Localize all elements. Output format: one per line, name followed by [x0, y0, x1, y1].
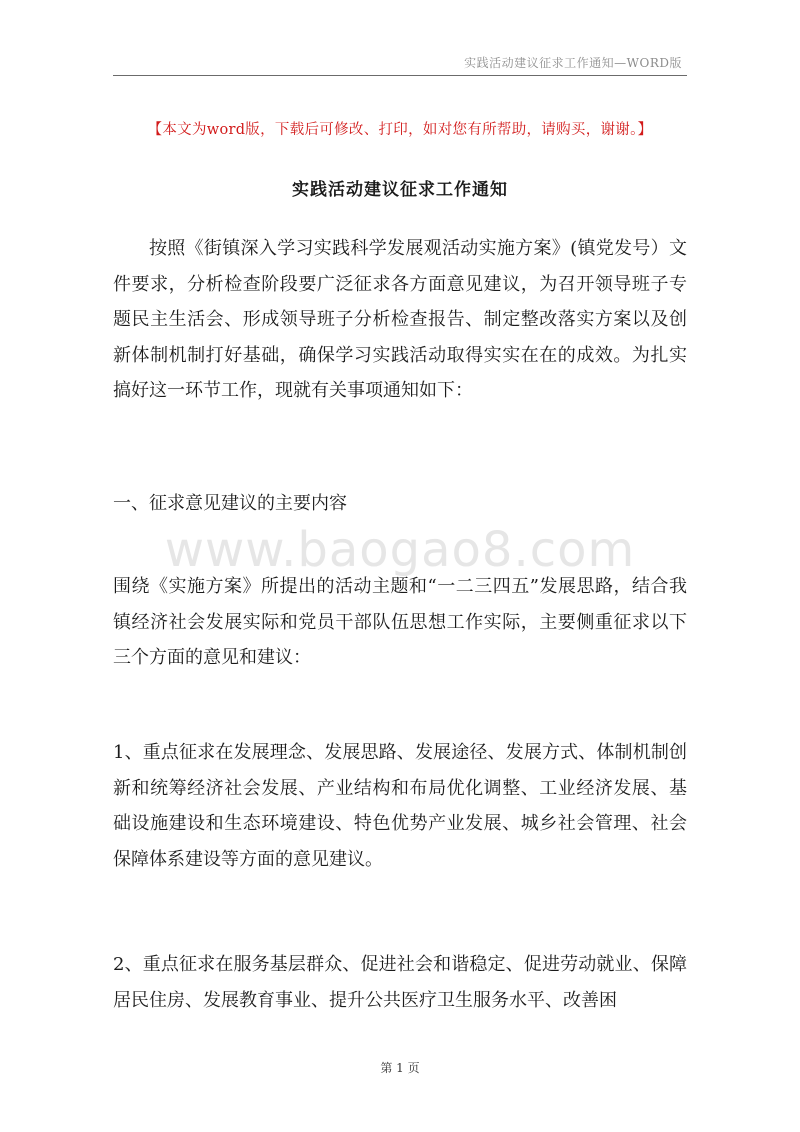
intro-paragraph: 按照《街镇深入学习实践科学发展观活动实施方案》(镇党发号）文件要求，分析检查阶段要广泛征求各方面意见建议，为召开领导班子专题民主生活会、形成领导班子分析检查报告、制定整改落实方案以及创新体制机制打好基础，确保学习实践活动取得实实在在的成效。为扎实搞好这一环节工作，现就有关事项通知如下：: [113, 238, 687, 401]
document-title: 实践活动建议征求工作通知: [292, 180, 508, 200]
section-1-paragraph: 围绕《实施方案》所提出的活动主题和“一二三四五”发展思路，结合我镇经济社会发展实际和党员干部队伍思想工作实际，主要侧重征求以下三个方面的意见和建议：: [113, 576, 687, 668]
page-number: 第 1 页: [380, 1061, 420, 1075]
word-version-notice: 【本文为word版，下载后可修改、打印，如对您有所帮助，请购买，谢谢。】: [147, 122, 653, 138]
running-header-title: 实践活动建议征求工作通知—WORD版: [464, 56, 682, 70]
list-item-1: 1、重点征求在发展理念、发展思路、发展途径、发展方式、体制机制创新和统筹经济社会发展、产业结构和布局优化调整、工业经济发展、基础设施建设和生态环境建设、特色优势产业发展、城乡社会管理、社会保障体系建设等方面的意见建议。: [113, 742, 687, 870]
section-1-heading: 一、征求意见建议的主要内容: [113, 493, 347, 514]
watermark: www.baogao8.com: [164, 522, 636, 578]
list-item-2: 2、重点征求在服务基层群众、促进社会和谐稳定、促进劳动就业、保障居民住房、发展教育事业、提升公共医疗卫生服务水平、改善困: [113, 954, 687, 1011]
header-divider: [113, 75, 687, 76]
